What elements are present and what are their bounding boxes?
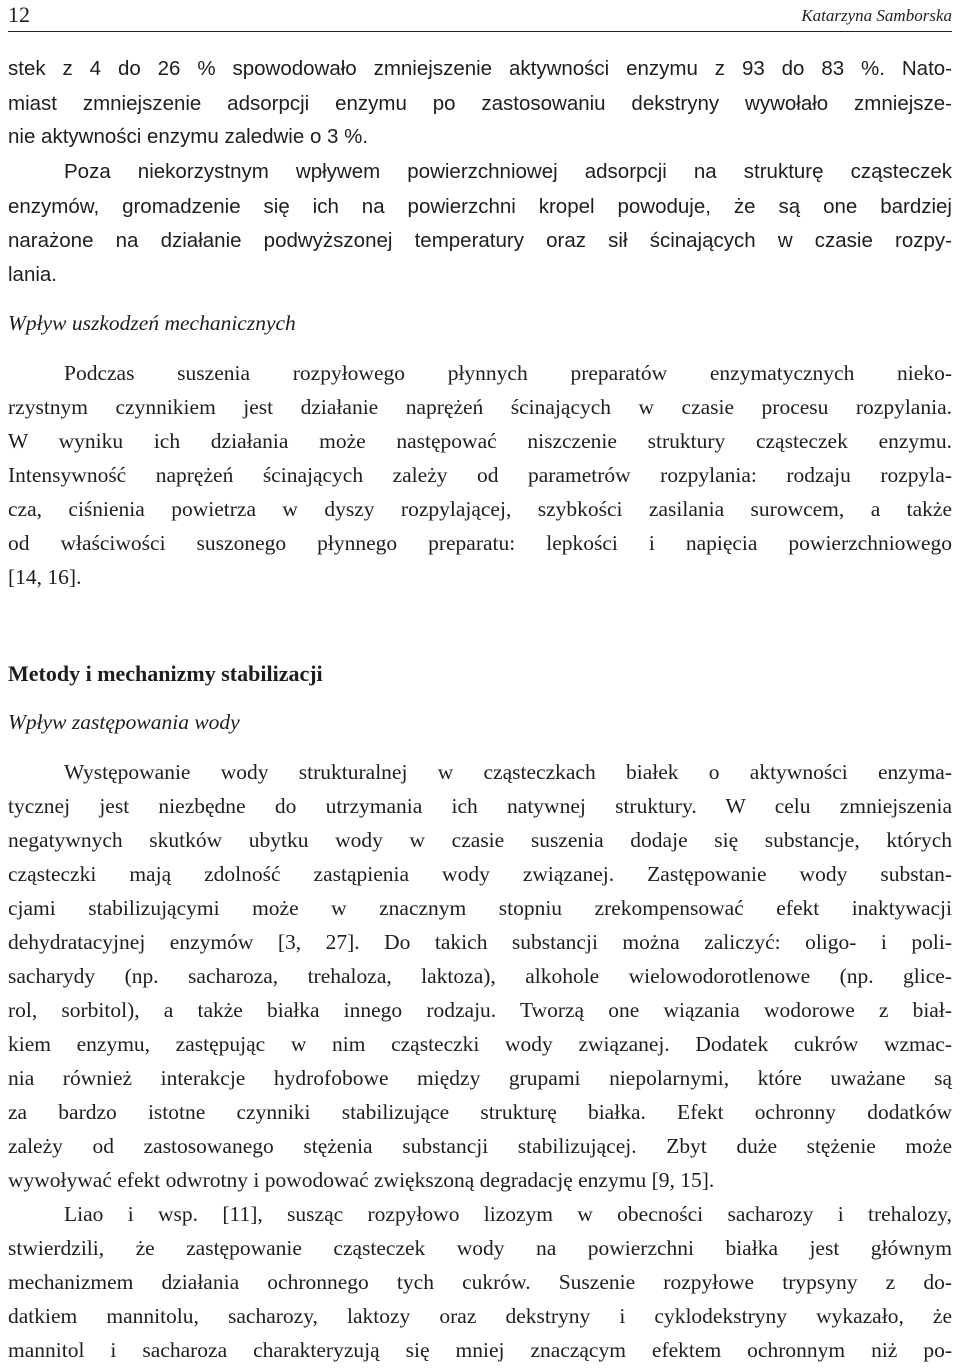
text-line: za bardzo istotne czynniki stabilizujące strukturę białka. Efekt ochronny dodatków <box>8 1100 952 1124</box>
text-line: lania. <box>8 263 58 286</box>
text-line: stek z 4 do 26 % spowodowało zmniejszenie aktywności enzymu z 93 do 83 %. Nato- <box>8 57 952 80</box>
text-line: mannitol i sacharoza charakteryzują się mniej znaczącym efektem ochronnym niż po- <box>8 1338 952 1362</box>
text-line: Podczas suszenia rozpyłowego płynnych preparatów enzymatycznych nieko- <box>64 361 952 385</box>
text-line: cjami stabilizującymi może w znacznym stopniu zrekompensować efekt inaktywacji <box>8 896 952 920</box>
text-line: zależy od zastosowanego stężenia substancji stabilizującej. Zbyt duże stężenie może <box>8 1134 952 1158</box>
text-line: nie aktywności enzymu zaledwie o 3 %. <box>8 125 369 148</box>
text-line: nia również interakcje hydrofobowe między grupami niepolarnymi, które uważane są <box>8 1066 952 1090</box>
text-line: od właściwości suszonego płynnego preparatu: lepkości i napięcia powierzchniowego <box>8 531 952 555</box>
text-line: Intensywność naprężeń ścinających zależy od parametrów rozpylania: rodzaju rozpyla- <box>8 463 952 487</box>
text-line: datkiem mannitolu, sacharozy, laktozy oraz dekstryny i cyklodekstryny wykazało, że <box>8 1304 952 1328</box>
text-line: Liao i wsp. [11], susząc rozpyłowo lizozym w obecności sacharozy i trehalozy, <box>64 1202 952 1226</box>
text-line: mechanizmem działania ochronnego tych cukrów. Suszenie rozpyłowe trypsyny z do- <box>8 1270 952 1294</box>
text-line: negatywnych skutków ubytku wody w czasie suszenia dodaje się substancje, których <box>8 828 952 852</box>
text-line: cza, ciśnienia powietrza w dyszy rozpylającej, szybkości zasilania surowcem, a także <box>8 497 952 521</box>
text-line: miast zmniejszenie adsorpcji enzymu po zastosowaniu dekstryny wywołało zmniejsze- <box>8 92 952 115</box>
text-line: cząsteczki mają zdolność zastąpienia wody związanej. Zastępowanie wody substan- <box>8 862 952 886</box>
text-line: wywoływać efekt odwrotny i powodować zwiększoną degradację enzymu [9, 15]. <box>8 1168 715 1192</box>
text-line: narażone na działanie podwyższonej temperatury oraz sił ścinających w czasie rozpy- <box>8 229 952 252</box>
page-header <box>8 0 952 32</box>
text-line: tycznej jest niezbędne do utrzymania ich natywnej struktury. W celu zmniejszenia <box>8 794 952 818</box>
section-heading: Metody i mechanizmy stabilizacji <box>8 661 323 686</box>
running-head-author: Katarzyna Samborska <box>801 6 952 25</box>
subsection-heading: Wpływ uszkodzeń mechanicznych <box>8 311 296 335</box>
text-line: rol, sorbitol), a także białka innego rodzaju. Tworzą one wiązania wodorowe z biał- <box>8 998 952 1022</box>
text-line: dehydratacyjnej enzymów [3, 27]. Do takich substancji można zaliczyć: oligo- i poli- <box>8 930 952 954</box>
text-line: Poza niekorzystnym wpływem powierzchniowej adsorpcji na strukturę cząsteczek <box>64 160 952 183</box>
text-line: [14, 16]. <box>8 565 82 589</box>
text-line: stwierdzili, że zastępowanie cząsteczek wody na powierzchni białka jest głównym <box>8 1236 952 1260</box>
text-line: sacharydy (np. sacharoza, trehaloza, laktoza), alkohole wielowodorotlenowe (np. glice- <box>8 964 952 988</box>
text-line: W wyniku ich działania może następować niszczenie struktury cząsteczek enzymu. <box>8 429 952 453</box>
text-line: kiem enzymu, zastępując w nim cząsteczki wody związanej. Dodatek cukrów wzmac- <box>8 1032 952 1056</box>
text-line: enzymów, gromadzenie się ich na powierzchni kropel powoduje, że są one bardziej <box>8 195 952 218</box>
subsection-heading: Wpływ zastępowania wody <box>8 710 240 734</box>
text-line: Występowanie wody strukturalnej w cząsteczkach białek o aktywności enzyma- <box>64 760 952 784</box>
text-line: rzystnym czynnikiem jest działanie naprężeń ścinających w czasie procesu rozpylania. <box>8 395 952 419</box>
page-number: 12 <box>8 2 30 27</box>
